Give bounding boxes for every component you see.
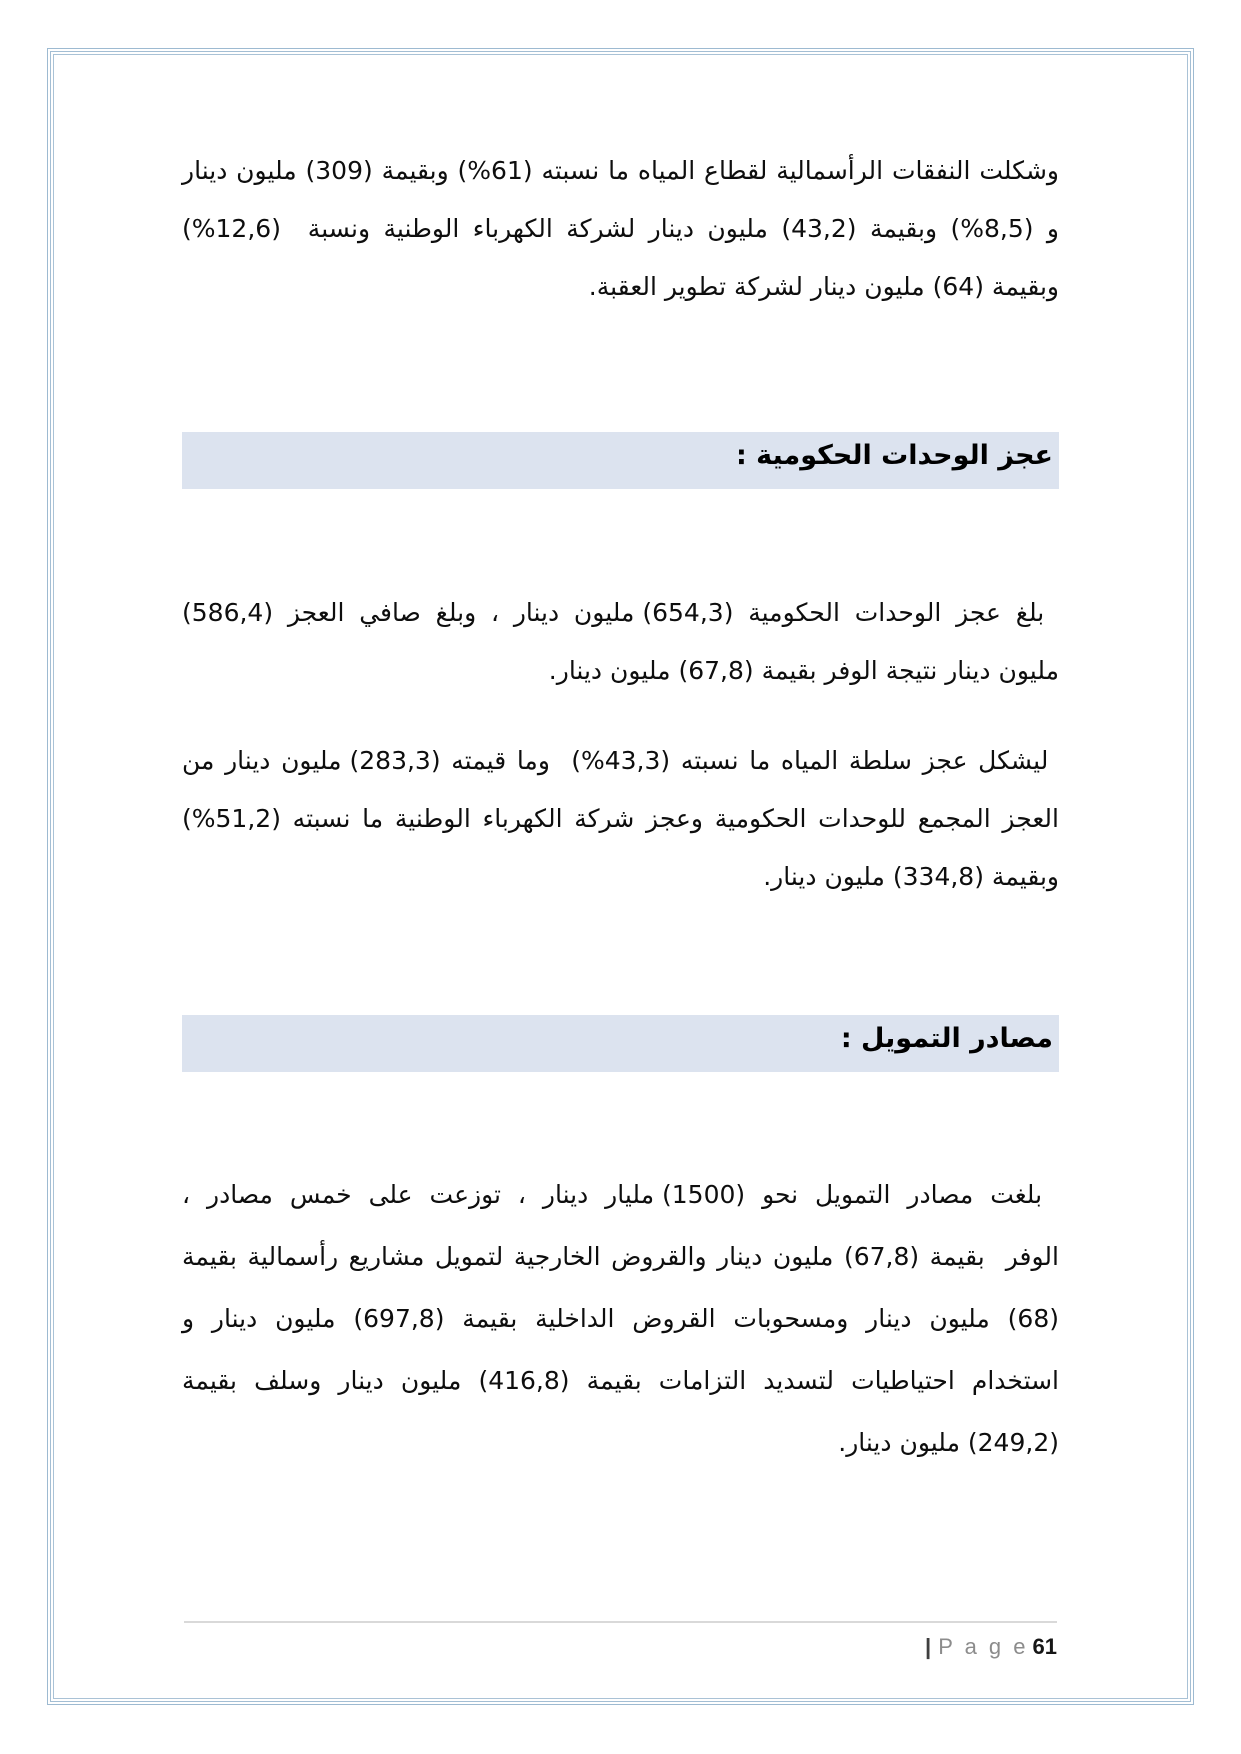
section-heading-funding: [182, 1015, 1059, 1072]
paragraph-line: استخدام احتياطيات لتسديد التزامات بقيمة (416,8) مليون دينار وسلف بقيمة: [182, 1366, 1060, 1395]
paragraph-line: مليون دينار نتيجة الوفر بقيمة (67,8) مليون دينار.: [548, 656, 1059, 685]
page-footer: [182, 1629, 1057, 1665]
paragraph-line: و (8,5%) وبقيمة (43,2) مليون دينار لشركة الكهرباء الوطنية ونسبة (12,6%): [182, 214, 1060, 243]
intro-paragraph: [182, 142, 1059, 316]
footer-page-word: P a g e: [938, 1634, 1029, 1659]
paragraph-line: العجز المجمع للوحدات الحكومية وعجز شركة الكهرباء الوطنية ما نسبته (51,2%): [182, 804, 1059, 833]
paragraph-line: (68) مليون دينار ومسحوبات القروض الداخلية بقيمة (697,8) مليون دينار و: [182, 1304, 1059, 1333]
deficit-paragraph-2: [182, 732, 1059, 906]
paragraph-line: بلغ عجز الوحدات الحكومية (654,3) مليون دينار ، وبلغ صافي العجز (586,4): [182, 598, 1060, 627]
paragraph-line: وبقيمة (64) مليون دينار لشركة تطوير العقبة.: [588, 272, 1059, 301]
funding-paragraph: [182, 1164, 1059, 1474]
page-number: 61: [1032, 1634, 1057, 1659]
paragraph-line: بلغت مصادر التمويل نحو (1500) مليار دينار ، توزعت على خمس مصادر ،: [182, 1180, 1059, 1209]
paragraph-line: الوفر بقيمة (67,8) مليون دينار والقروض الخارجية لتمويل مشاريع رأسمالية بقيمة: [182, 1242, 1059, 1271]
paragraph-line: ليشكل عجز سلطة المياه ما نسبته (43,3%) وما قيمته (283,3) مليون دينار من: [182, 746, 1060, 775]
footer-divider: [184, 1621, 1057, 1623]
footer-pipe: |: [925, 1634, 932, 1659]
deficit-paragraph-1: [182, 584, 1059, 700]
section-heading-deficit: [182, 432, 1059, 489]
section-heading-text: مصادر التمويل :: [840, 1023, 1053, 1054]
paragraph-line: (249,2) مليون دينار.: [838, 1428, 1059, 1457]
section-heading-text: عجز الوحدات الحكومية :: [735, 440, 1053, 471]
paragraph-line: وبقيمة (334,8) مليون دينار.: [763, 862, 1059, 891]
paragraph-line: وشكلت النفقات الرأسمالية لقطاع المياه ما نسبته (61%) وبقيمة (309) مليون دينار: [182, 156, 1060, 185]
